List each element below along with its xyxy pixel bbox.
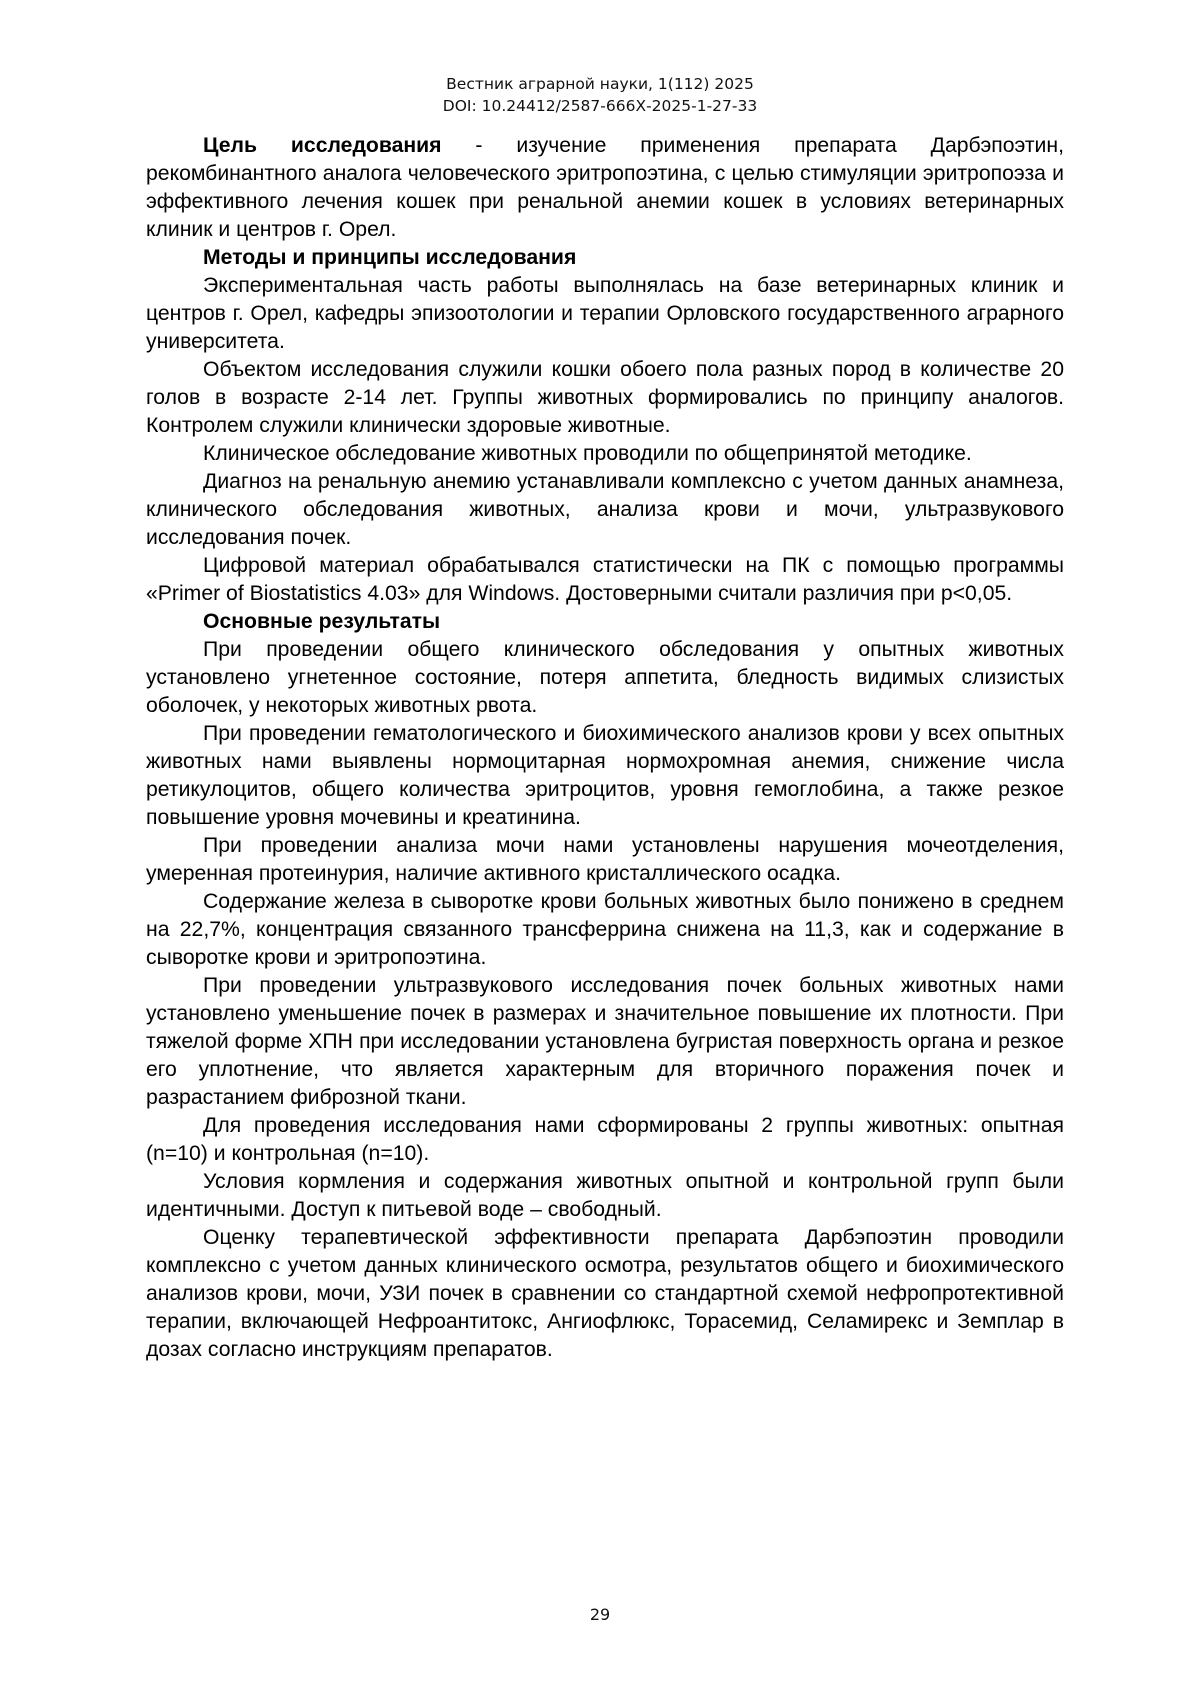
methods-paragraph-5: Цифровой материал обрабатывался статистически на ПК с помощью программы «Primer of Biostatistics 4.03» для Windows. Достоверными считали различия при p<0,05. bbox=[146, 554, 1064, 605]
results-paragraph-6: Для проведения исследования нами сформированы 2 группы животных: опытная (n=10) и контрольная (n=10). bbox=[146, 1114, 1064, 1165]
results-paragraph-1: При проведении общего клинического обследования у опытных животных установлено угнетенное состояние, потеря аппетита, бледность видимых слизистых оболочек, у некоторых животных рвота. bbox=[146, 638, 1064, 717]
article-body bbox=[146, 132, 1064, 1364]
aim-lead: Цель исследования bbox=[203, 134, 442, 157]
methods-paragraph-2: Объектом исследования служили кошки обоего пола разных пород в количестве 20 голов в возрасте 2-14 лет. Группы животных формировались по принципу аналогов. Контролем служили клинически здоровые животные. bbox=[146, 358, 1064, 437]
doi-header: DOI: 10.24412/2587-666Х-2025-1-27-33 bbox=[442, 97, 758, 115]
results-paragraph-5: При проведении ультразвукового исследования почек больных животных нами установлено уменьшение почек в размерах и значительное повышение их плотности. При тяжелой форме ХПН при исследовании установлена бугристая поверхность органа и резкое его уплотнение, что является характерным для вторичного поражения почек и разрастанием фиброзной ткани. bbox=[146, 974, 1064, 1109]
methods-heading: Методы и принципы исследования bbox=[203, 246, 577, 269]
page-number: 29 bbox=[589, 1605, 611, 1624]
methods-paragraph-1: Экспериментальная часть работы выполнялась на базе ветеринарных клиник и центров г. Орел, кафедры эпизоотологии и терапии Орловского государственного аграрного университета. bbox=[146, 274, 1064, 353]
methods-paragraph-4: Диагноз на ренальную анемию устанавливали комплексно с учетом данных анамнеза, клинического обследования животных, анализа крови и мочи, ультразвукового исследования почек. bbox=[146, 470, 1064, 549]
results-paragraph-3: При проведении анализа мочи нами установлены нарушения мочеотделения, умеренная протеинурия, наличие активного кристаллического осадка. bbox=[146, 834, 1064, 885]
journal-header: Вестник аграрной науки, 1(112) 2025 bbox=[446, 75, 754, 93]
results-paragraph-4: Содержание железа в сыворотке крови больных животных было понижено в среднем на 22,7%, концентрация связанного трансферрина снижена на 11,3, как и содержание в сыворотке крови и эритропоэтина. bbox=[146, 890, 1064, 969]
results-paragraph-7: Условия кормления и содержания животных опытной и контрольной групп были идентичными. Доступ к питьевой воде – свободный. bbox=[146, 1170, 1064, 1221]
aim-text: - изучение применения препарата Дарбэпоэтин, рекомбинантного аналога человеческого эритропоэтина, с целью стимуляции эритропоэза и эффективного лечения кошек при ренальной анемии кошек в условиях ветеринарных клиник и центров г. Орел. bbox=[146, 134, 1064, 241]
results-heading: Основные результаты bbox=[203, 610, 441, 633]
results-paragraph-2: При проведении гематологического и биохимического анализов крови у всех опытных животных нами выявлены нормоцитарная нормохромная анемия, снижение числа ретикулоцитов, общего количества эритроцитов, уровня гемоглобина, а также резкое повышение уровня мочевины и креатинина. bbox=[146, 722, 1064, 829]
methods-paragraph-3: Клиническое обследование животных проводили по общепринятой методике. bbox=[203, 442, 972, 465]
aim-paragraph bbox=[146, 132, 1064, 244]
results-paragraph-8: Оценку терапевтической эффективности препарата Дарбэпоэтин проводили комплексно с учетом данных клинического осмотра, результатов общего и биохимического анализов крови, мочи, УЗИ почек в сравнении со стандартной схемой нефропротективной терапии, включающей Нефроантитокс, Ангиофлюкс, Торасемид, Селамирекс и Земплар в дозах согласно инструкциям препаратов. bbox=[146, 1226, 1064, 1361]
